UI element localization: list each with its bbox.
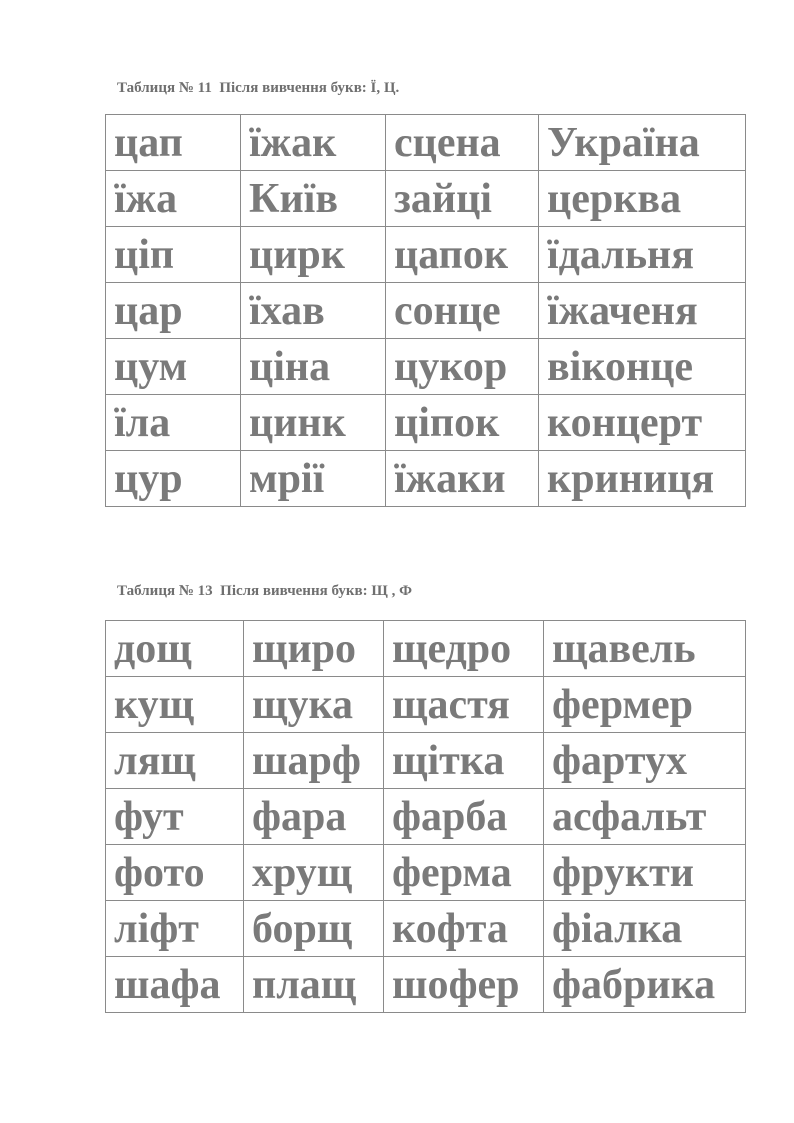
word-cell: цинк — [241, 395, 386, 451]
word-cell: цап — [106, 115, 241, 171]
word-cell: фабрика — [544, 957, 746, 1013]
word-table — [105, 114, 746, 507]
table-row — [106, 957, 746, 1013]
word-cell: цар — [106, 283, 241, 339]
word-cell: щука — [244, 677, 384, 733]
word-cell: ферма — [384, 845, 544, 901]
word-cell: фрукти — [544, 845, 746, 901]
word-cell: їжаченя — [539, 283, 746, 339]
table-row — [106, 171, 746, 227]
table-row — [106, 677, 746, 733]
word-cell: шарф — [244, 733, 384, 789]
word-cell: їдальня — [539, 227, 746, 283]
word-cell: цукор — [386, 339, 539, 395]
table-caption: Таблиця № 13 Після вивчення букв: Щ , Ф — [117, 583, 412, 599]
word-cell: мрії — [241, 451, 386, 507]
word-cell: віконце — [539, 339, 746, 395]
word-cell: цур — [106, 451, 241, 507]
word-cell: концерт — [539, 395, 746, 451]
word-cell: шафа — [106, 957, 244, 1013]
word-cell: фартух — [544, 733, 746, 789]
word-cell: плащ — [244, 957, 384, 1013]
word-cell: ціп — [106, 227, 241, 283]
word-cell: ліфт — [106, 901, 244, 957]
word-cell: ціпок — [386, 395, 539, 451]
word-cell: Україна — [539, 115, 746, 171]
table-row — [106, 283, 746, 339]
table-row — [106, 621, 746, 677]
word-cell: їхав — [241, 283, 386, 339]
word-cell: їжак — [241, 115, 386, 171]
word-cell: зайці — [386, 171, 539, 227]
word-cell: щиро — [244, 621, 384, 677]
word-cell: фут — [106, 789, 244, 845]
word-cell: фермер — [544, 677, 746, 733]
table-row — [106, 395, 746, 451]
word-cell: сонце — [386, 283, 539, 339]
word-cell: фото — [106, 845, 244, 901]
word-cell: лящ — [106, 733, 244, 789]
word-cell: цирк — [241, 227, 386, 283]
word-cell: хрущ — [244, 845, 384, 901]
word-cell: фарба — [384, 789, 544, 845]
word-cell: Київ — [241, 171, 386, 227]
word-cell: їжа — [106, 171, 241, 227]
word-cell: їжаки — [386, 451, 539, 507]
word-cell: цум — [106, 339, 241, 395]
word-cell: борщ — [244, 901, 384, 957]
table-row — [106, 845, 746, 901]
word-cell: фіалка — [544, 901, 746, 957]
word-cell: їла — [106, 395, 241, 451]
word-cell: кофта — [384, 901, 544, 957]
word-cell: шофер — [384, 957, 544, 1013]
word-cell: щітка — [384, 733, 544, 789]
table-row — [106, 733, 746, 789]
word-cell: цапок — [386, 227, 539, 283]
table-row — [106, 227, 746, 283]
table-row — [106, 339, 746, 395]
word-cell: сцена — [386, 115, 539, 171]
word-cell: щавель — [544, 621, 746, 677]
table-row — [106, 115, 746, 171]
word-cell: дощ — [106, 621, 244, 677]
word-cell: церква — [539, 171, 746, 227]
table-row — [106, 901, 746, 957]
word-cell: кущ — [106, 677, 244, 733]
table-row — [106, 451, 746, 507]
word-cell: криниця — [539, 451, 746, 507]
word-cell: фара — [244, 789, 384, 845]
word-cell: асфальт — [544, 789, 746, 845]
table-caption: Таблиця № 11 Після вивчення букв: Ї, Ц. — [117, 80, 400, 96]
word-cell: щедро — [384, 621, 544, 677]
word-cell: щастя — [384, 677, 544, 733]
word-table — [105, 620, 746, 1013]
table-row — [106, 789, 746, 845]
word-cell: ціна — [241, 339, 386, 395]
